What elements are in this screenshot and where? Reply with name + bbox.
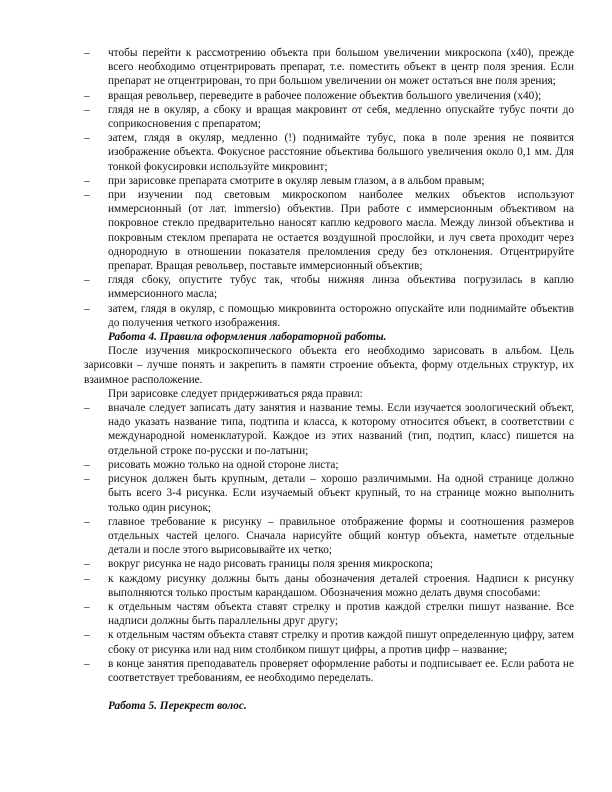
- paragraph-rules-lead: При зарисовке следует придерживаться ряда правил:: [108, 387, 363, 400]
- list-item-text: глядя не в окуляр, а сбоку и вращая макровинт от себя, медленно опускайте тубус почти до соприкосновения с препаратом;: [108, 103, 574, 131]
- list-item: [84, 188, 574, 273]
- list-item-text: вокруг рисунка не надо рисовать границы поля зрения микроскопа;: [108, 558, 434, 571]
- dash-marker: –: [84, 402, 90, 415]
- list-item: [84, 302, 574, 330]
- spacer: [84, 685, 574, 699]
- list-item: [84, 458, 574, 472]
- dash-marker: –: [84, 473, 90, 486]
- list-item-text: затем, глядя в окуляр, медленно (!) поднимайте тубус, пока в поле зрения не появится изображение объекта. Фокусное расстояние объектива большого увеличения около 0,1 мм. Для тонкой фокусировки используйте микровинт;: [108, 132, 574, 173]
- dash-marker: –: [84, 274, 90, 287]
- dash-marker: –: [84, 458, 90, 471]
- dash-marker: –: [84, 515, 90, 528]
- list-item-text: к отдельным частям объекта ставят стрелку и против каждой стрелки пишут название. Все надписи должны быть параллельны друг другу;: [108, 600, 574, 628]
- list-item-text: глядя сбоку, опустите тубус так, чтобы нижняя линза объектива погрузилась в каплю иммерсионного масла;: [108, 274, 574, 301]
- list-item: [84, 472, 574, 515]
- list-item-text: к отдельным частям объекта ставят стрелку и против каждой пишут определенную цифру, затем сбоку от рисунка или над ним столбиком пишут цифры, а против цифр – название;: [108, 629, 574, 656]
- dash-marker: –: [84, 600, 90, 613]
- list-item: [84, 600, 574, 628]
- dash-marker: –: [84, 558, 90, 571]
- section-heading-work-5: Работа 5. Перекрест волос.: [108, 700, 247, 713]
- list-item: [84, 515, 574, 558]
- list-item: [84, 557, 574, 571]
- dash-marker: –: [84, 47, 90, 59]
- dash-marker: –: [84, 189, 90, 202]
- list-item: [84, 628, 574, 656]
- section-heading-work-4: Работа 4. Правила оформления лабораторной работы.: [108, 331, 387, 344]
- list-item-text: к каждому рисунку должны быть даны обозначения деталей строения. Надписи к рисунку выполняются только простым карандашом. Обозначения можно делать двумя способами:: [108, 572, 574, 599]
- list-item: [84, 46, 574, 89]
- list-item-text: вначале следует записать дату занятия и название темы. Если изучается зоологический объект, надо указать название типа, подтипа и класса, к которому относится объект, в соответствии с международной номенклатурой. Каждое из этих названий (тип, подтип, класс) пишется на отдельной строке по-русски и по-латыни;: [108, 402, 574, 457]
- dash-marker: –: [84, 572, 90, 585]
- list-item-text: затем, глядя в окуляр, с помощью микровинта осторожно опускайте или поднимайте объектив до получения четкого изображения.: [108, 302, 574, 329]
- list-item-text: вращая револьвер, переведите в рабочее положение объектив большого увеличения (х40);: [108, 89, 542, 102]
- dash-marker: –: [84, 89, 90, 102]
- list-item-text: в конце занятия преподаватель проверяет оформление работы и подписывает ее. Если работа не соответствует требованиям, ее необходимо переделать.: [108, 657, 574, 684]
- list-item: [84, 401, 574, 458]
- list-item: [84, 273, 574, 301]
- list-item-text: рисовать можно только на одной стороне листа;: [108, 458, 339, 471]
- list-item-text: при зарисовке препарата смотрите в окуляр левым глазом, а в альбом правым;: [108, 174, 485, 187]
- list-item-text: главное требование к рисунку – правильное отображение формы и соотношения размеров отдельных частей целого. Сначала нарисуйте общий контур объекта, наметьте отдельные детали и после этого вырисовывайте их четко;: [108, 515, 574, 557]
- document-page: [84, 46, 574, 713]
- list-item: [84, 131, 574, 174]
- list-item: [84, 103, 574, 131]
- dash-marker: –: [84, 174, 90, 187]
- dash-marker: –: [84, 629, 90, 642]
- dash-marker: –: [84, 657, 90, 670]
- dash-marker: –: [84, 302, 90, 315]
- list-item-text: чтобы перейти к рассмотрению объекта при большом увеличении микроскопа (х40), прежде всего необходимо отцентрировать препарат, т.е. поместить объект в центр поля зрения. Если препарат не отцентрирован, то при большом увеличении он может остаться вне поля зрения;: [108, 47, 574, 88]
- list-item: [84, 572, 574, 600]
- dash-marker: –: [84, 132, 90, 145]
- list-item-text: рисунок должен быть крупным, детали – хорошо различимыми. На одной странице должно быть всего 3-4 рисунка. Если изучаемый объект крупный, то на странице можно выполнить только один рисунок;: [108, 473, 574, 514]
- paragraph-intro: После изучения микроскопического объекта его необходимо зарисовать в альбом. Цель зарисовки – лучше понять и закрепить в памяти строение объекта, форму отдельных структур, их взаимное расположение.: [84, 345, 574, 386]
- list-item: [84, 657, 574, 685]
- list-item: [84, 89, 574, 103]
- list-item: [84, 174, 574, 188]
- dash-marker: –: [84, 103, 90, 116]
- list-item-text: при изучении под световым микроскопом наиболее мелких объектов используют иммерсионный (от лат. immersio) объектив. При работе с иммерсионным объективом на покровное стекло предварительно наносят каплю кедрового масла. Между линзой объектива и покровным стеклом препарата не остается воздушной прослойки, и луч света проходит через однородную в отношении показателя преломления среду без отклонения. Отцентрируйте препарат. Вращая револьвер, поставьте иммерсионный объектив;: [108, 189, 574, 273]
